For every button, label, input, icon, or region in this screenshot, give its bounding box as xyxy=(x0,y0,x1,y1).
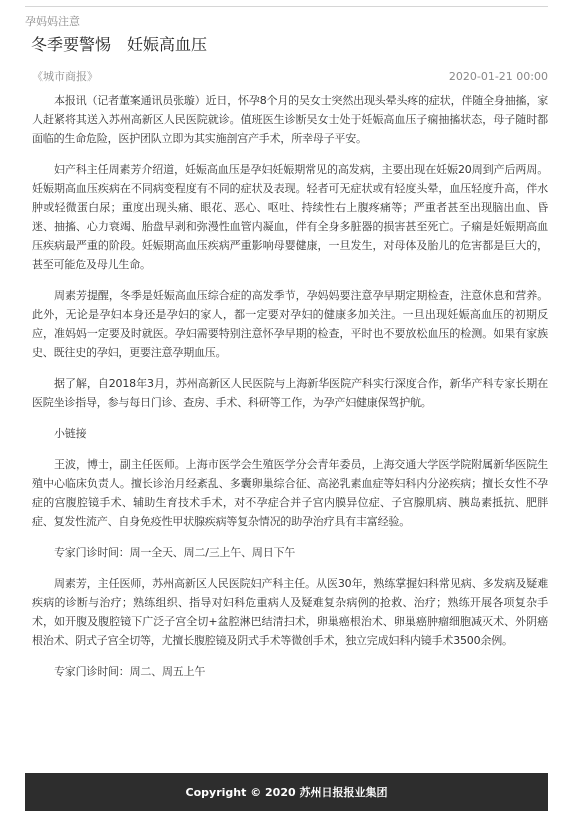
article-source[interactable]: 《城市商报》 xyxy=(32,70,98,83)
column-label: 孕妈妈注意 xyxy=(25,15,80,28)
article-paragraph: 周素芳提醒，冬季是妊娠高血压综合症的高发季节，孕妈妈要注意孕早期定期检查，注意休息和营养。此外，无论是孕妇本身还是孕妇的家人，都一定要对孕妇的健康多加关注。一旦出现妊娠高血压的初期反应，准妈妈一定要及时就医。孕妇需要特别注意怀孕早期的检查，平时也不要放松血压的检测。如果有家族史、既往史的孕妇，更要注意孕期血压。 xyxy=(32,289,548,359)
top-divider xyxy=(25,6,548,7)
article-paragraph: 周素芳，主任医师，苏州高新区人民医院妇产科主任。从医30年，熟练掌握妇科常见病、多发病及疑难疾病的诊断与治疗；熟练组织、指导对妇科危重病人及疑难复杂病例的抢救、治疗；熟练开展各项复杂手术，如开腹及腹腔镜下广泛子宫全切+盆腔淋巴结清扫术，卵巢癌根治术、卵巢癌肿瘤细胞减灭术、外阴癌根治术、阴式子宫全切等，尤擅长腹腔镜及阴式手术等微创手术，独立完成妇科内镜手术3500余例。 xyxy=(32,577,548,647)
clinic-hours: 专家门诊时间：周一全天、周二/三上午、周日下午 xyxy=(54,546,296,559)
article-paragraph: 王波，博士，副主任医师。上海市医学会生殖医学分会青年委员，上海交通大学医学院附属新华医院生殖中心临床负责人。擅长诊治月经紊乱、多囊卵巢综合征、高泌乳素血症等妇科内分泌疾病；擅长女性不孕症的宫腹腔镜手术、辅助生育技术手术，对不孕症合并子宫内膜异位症、子宫腺肌病、胰岛素抵抗、肥胖症、复发性流产、自身免疫性甲状腺疾病等复杂情况的助孕治疗具有丰富经验。 xyxy=(32,458,548,528)
article-paragraph: 妇产科主任周素芳介绍道，妊娠高血压是孕妇妊娠期常见的高发病，主要出现在妊娠20周到产后两周。妊娠期高血压疾病在不同病变程度有不同的症状及表现。轻者可无症状或有轻度头晕，血压轻度升高，伴水肿或轻微蛋白尿；重度出现头痛、眼花、恶心、呕吐、持续性右上腹疼痛等；严重者甚至出现脑出血、昏迷、抽搐、心力衰竭、胎盘早剥和弥漫性血管内凝血，伴有全身多脏器的损害甚至死亡。子痫是妊娠期高血压疾病最严重的阶段。妊娠期高血压疾病严重影响母婴健康，一旦发生，对母体及胎儿的危害都是巨大的，甚至可能危及母儿生命。 xyxy=(32,163,548,271)
article-datetime: 2020-01-21 00:00 xyxy=(448,70,548,83)
article-paragraph: 据了解，自2018年3月，苏州高新区人民医院与上海新华医院产科实行深度合作，新华产科专家长期在医院坐诊指导，参与每日门诊、查房、手术、科研等工作，为孕产妇健康保驾护航。 xyxy=(32,377,548,409)
footer-copyright: Copyright © 2020 苏州日报报业集团 xyxy=(185,786,388,799)
article-paragraph: 本报讯（记者董案通讯员张璇）近日，怀孕8个月的吴女士突然出现头晕头疼的症状，伴随全身抽搐，家人赶紧将其送入苏州高新区人民医院就诊。值班医生诊断吴女士处于妊娠高血压子痫抽搐状态，母子随时都面临的生命危险，医护团队立即为其实施剖宫产手术，所幸母子平安。 xyxy=(32,94,548,145)
article-meta xyxy=(25,69,548,85)
article-body xyxy=(25,91,548,681)
article-title: 冬季要警惕 妊娠高血压 xyxy=(31,35,208,54)
footer-bar xyxy=(25,773,548,811)
clinic-hours: 专家门诊时间：周二、周五上午 xyxy=(54,665,206,678)
article-container xyxy=(25,6,548,681)
section-heading-link: 小链接 xyxy=(54,427,87,440)
